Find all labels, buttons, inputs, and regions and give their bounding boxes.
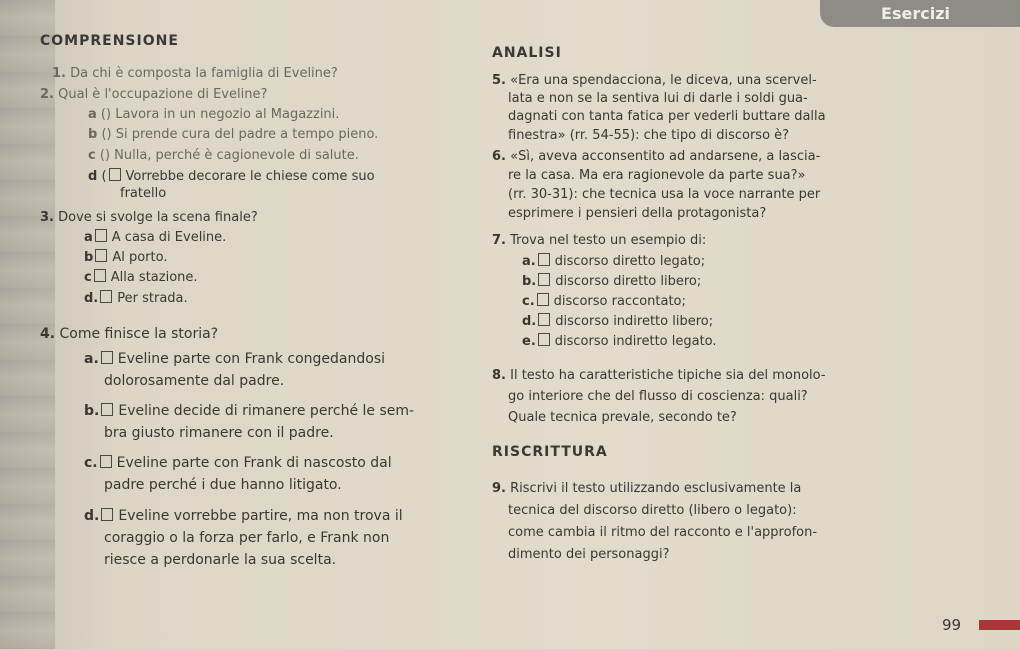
question-4-option-d-cont2: riesce a perdonarle la sua scelta. [104, 552, 337, 568]
question-4-option-c-cont: padre perché i due hanno litigato. [104, 477, 342, 493]
question-7-option-d: d. discorso indiretto libero; [522, 314, 714, 329]
question-2-option-d: d ( Vorrebbe decorare le chiese come suo [88, 169, 375, 184]
question-6-line-4: esprimere i pensieri della protagonista? [508, 206, 767, 221]
question-4-option-d-cont: coraggio o la forza per farlo, e Frank non [104, 530, 390, 546]
exercises-tab: Esercizi [820, 0, 1020, 27]
question-7-option-e: e. discorso indiretto legato. [522, 334, 717, 349]
checkbox[interactable] [109, 168, 121, 181]
checkbox[interactable] [537, 293, 549, 306]
question-9: 9. Riscrivi il testo utilizzando esclusivamente la [492, 481, 802, 496]
question-6-line-3: (rr. 30-31): che tecnica usa la voce narrante per [508, 187, 821, 202]
question-4: 4. Come finisce la storia? [40, 326, 219, 342]
question-4-option-d: d. Eveline vorrebbe partire, ma non trova il [84, 508, 403, 524]
question-6-line-2: re la casa. Ma era ragionevole da parte sua?» [508, 168, 806, 183]
checkbox[interactable] [100, 455, 112, 468]
question-6: 6. «Sì, aveva acconsentito ad andarsene, a lascia- [492, 149, 821, 164]
checkbox[interactable] [538, 313, 550, 326]
question-7-option-c: c. discorso raccontato; [522, 294, 686, 309]
question-2-option-c: c () Nulla, perché è cagionevole di salute. [88, 148, 359, 163]
question-8-line-2: go interiore che del flusso di coscienza: quali? [508, 389, 808, 404]
checkbox[interactable] [101, 508, 113, 521]
question-2-option-a: a () Lavora in un negozio al Magazzini. [88, 107, 340, 122]
question-4-option-c: c. Eveline parte con Frank di nascosto dal [84, 455, 392, 471]
comprehension-heading: COMPRENSIONE [40, 33, 179, 49]
question-7: 7. Trova nel testo un esempio di: [492, 233, 707, 248]
question-2: 2. Qual è l'occupazione di Eveline? [40, 87, 268, 102]
page-number: 99 [942, 616, 962, 634]
question-3-option-a: a A casa di Eveline. [84, 230, 227, 245]
checkbox[interactable] [538, 273, 550, 286]
question-3-option-d: d. Per strada. [84, 291, 188, 306]
question-8: 8. Il testo ha caratteristiche tipiche sia del monolo- [492, 368, 826, 383]
analysis-heading: ANALISI [492, 45, 562, 61]
checkbox[interactable] [100, 290, 112, 303]
checkbox[interactable] [95, 249, 107, 262]
page-number-bar [979, 620, 1020, 630]
question-2-option-d-cont: fratello [120, 186, 167, 201]
question-5-line-2: lata e non se la sentiva lui di darle i soldi gua- [508, 91, 808, 106]
question-1: 1. Da chi è composta la famiglia di Eveline? [52, 66, 338, 81]
question-4-option-a: a. Eveline parte con Frank congedandosi [84, 351, 385, 367]
checkbox[interactable] [538, 333, 550, 346]
question-8-line-3: Quale tecnica prevale, secondo te? [508, 410, 737, 425]
question-7-option-b: b. discorso diretto libero; [522, 274, 702, 289]
checkbox[interactable] [95, 229, 107, 242]
question-9-line-3: come cambia il ritmo del racconto e l'approfon- [508, 525, 818, 540]
checkbox[interactable] [538, 253, 550, 266]
question-5: 5. «Era una spendacciona, le diceva, una scervel- [492, 73, 817, 88]
question-2-option-b: b () Si prende cura del padre a tempo pieno. [88, 127, 379, 142]
question-5-line-4: finestra» (rr. 54-55): che tipo di discorso è? [508, 128, 790, 143]
checkbox[interactable] [101, 403, 113, 416]
question-3-option-b: b Al porto. [84, 250, 168, 265]
question-4-option-a-cont: dolorosamente dal padre. [104, 373, 285, 389]
question-3: 3. Dove si svolge la scena finale? [40, 210, 258, 225]
checkbox[interactable] [94, 269, 106, 282]
question-5-line-3: dagnati con tanta fatica per vederli buttare dalla [508, 109, 826, 124]
question-4-option-b: b. Eveline decide di rimanere perché le sem- [84, 403, 415, 419]
question-9-line-4: dimento dei personaggi? [508, 547, 670, 562]
rewriting-heading: RISCRITTURA [492, 444, 608, 460]
checkbox[interactable] [101, 351, 113, 364]
question-4-option-b-cont: bra giusto rimanere con il padre. [104, 425, 334, 441]
question-3-option-c: c Alla stazione. [84, 270, 198, 285]
question-7-option-a: a. discorso diretto legato; [522, 254, 706, 269]
question-9-line-2: tecnica del discorso diretto (libero o legato): [508, 503, 797, 518]
